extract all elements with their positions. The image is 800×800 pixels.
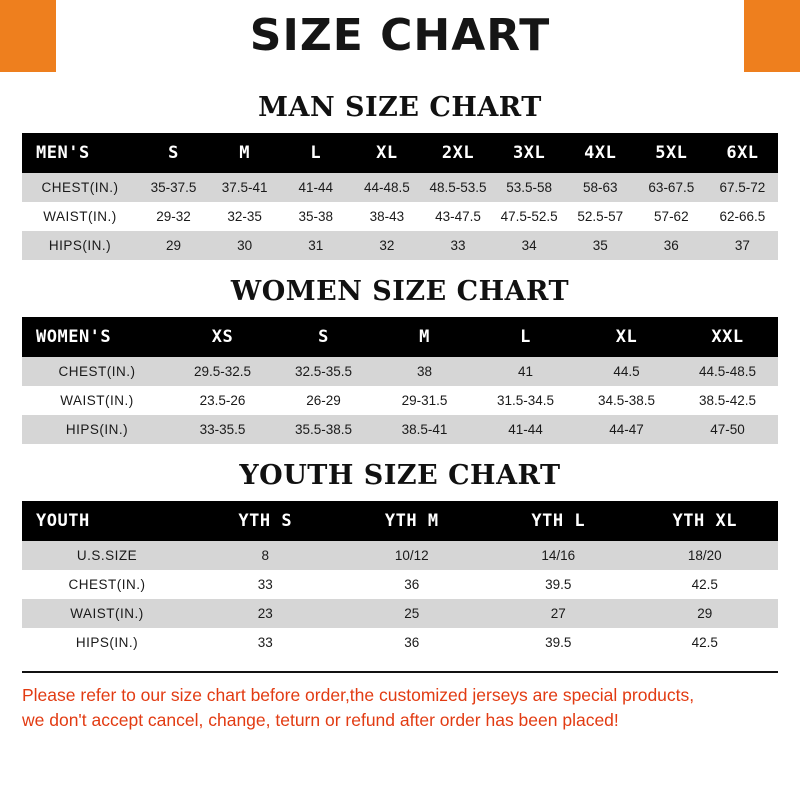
men-section-title: MAN SIZE CHART bbox=[258, 92, 542, 123]
women-table-header-row bbox=[22, 317, 778, 357]
youth-size-table bbox=[22, 501, 778, 657]
youth-section-title: YOUTH SIZE CHART bbox=[239, 460, 561, 491]
men-row-2-label: HIPS(IN.) bbox=[22, 231, 138, 260]
men-row-1-col-4: 43-47.5 bbox=[422, 202, 493, 231]
women-header-cell-5: XL bbox=[615, 327, 638, 347]
women-row-2-col-4: 44-47 bbox=[576, 415, 677, 444]
men-row-2-col-5: 34 bbox=[494, 231, 565, 260]
men-row-1-col-6: 52.5-57 bbox=[565, 202, 636, 231]
youth-row-0-col-0: 8 bbox=[192, 541, 339, 570]
youth-row-0-col-1: 10/12 bbox=[339, 541, 486, 570]
men-row-0-col-8: 67.5-72 bbox=[707, 173, 778, 202]
men-row-1-col-1: 32-35 bbox=[209, 202, 280, 231]
women-row-1-col-3: 31.5-34.5 bbox=[475, 386, 576, 415]
men-row-2-col-4: 33 bbox=[422, 231, 493, 260]
footer-line-2: we don't accept cancel, change, teturn or refund after order has been placed! bbox=[22, 710, 619, 731]
youth-row-2-col-0: 23 bbox=[192, 599, 339, 628]
youth-row-0-col-2: 14/16 bbox=[485, 541, 632, 570]
table-row bbox=[22, 231, 778, 260]
men-header-cell-0: MEN'S bbox=[36, 143, 90, 163]
youth-header-cell-2: YTH M bbox=[384, 511, 439, 531]
women-row-0-col-2: 38 bbox=[374, 357, 475, 386]
men-row-1-col-3: 38-43 bbox=[351, 202, 422, 231]
men-row-1-col-8: 62-66.5 bbox=[707, 202, 778, 231]
women-row-0-col-3: 41 bbox=[475, 357, 576, 386]
women-row-2-col-0: 33-35.5 bbox=[172, 415, 273, 444]
youth-row-3-col-3: 42.5 bbox=[632, 628, 779, 657]
men-header-cell-6: 3XL bbox=[512, 143, 546, 163]
header-left-accent bbox=[0, 0, 56, 72]
men-header-cell-9: 6XL bbox=[726, 143, 759, 163]
men-row-2-col-8: 37 bbox=[707, 231, 778, 260]
women-row-0-col-0: 29.5-32.5 bbox=[172, 357, 273, 386]
men-row-2-col-6: 35 bbox=[565, 231, 636, 260]
youth-row-2-col-3: 29 bbox=[632, 599, 779, 628]
women-header-cell-4: L bbox=[520, 327, 531, 347]
women-header-cell-0: WOMEN'S bbox=[36, 327, 112, 347]
men-row-1-col-0: 29-32 bbox=[138, 202, 209, 231]
youth-row-1-col-3: 42.5 bbox=[632, 570, 779, 599]
men-row-2-col-1: 30 bbox=[209, 231, 280, 260]
women-row-1-col-5: 38.5-42.5 bbox=[677, 386, 778, 415]
table-row bbox=[22, 415, 778, 444]
men-header-cell-1: S bbox=[168, 143, 179, 163]
men-row-1-col-2: 35-38 bbox=[280, 202, 351, 231]
women-row-0-col-4: 44.5 bbox=[576, 357, 677, 386]
youth-row-1-label: CHEST(IN.) bbox=[22, 570, 192, 599]
men-header-cell-8: 5XL bbox=[655, 143, 688, 163]
men-row-2-col-7: 36 bbox=[636, 231, 707, 260]
women-row-1-col-0: 23.5-26 bbox=[172, 386, 273, 415]
header-title-panel bbox=[56, 0, 744, 72]
footer-disclaimer bbox=[22, 671, 778, 734]
youth-row-0-label: U.S.SIZE bbox=[22, 541, 192, 570]
men-header-cell-2: M bbox=[239, 143, 251, 163]
youth-row-2-col-2: 27 bbox=[485, 599, 632, 628]
men-row-0-col-3: 44-48.5 bbox=[351, 173, 422, 202]
youth-row-0-col-3: 18/20 bbox=[632, 541, 779, 570]
table-row bbox=[22, 202, 778, 231]
men-size-table bbox=[22, 133, 778, 260]
youth-row-1-col-1: 36 bbox=[339, 570, 486, 599]
women-header-cell-3: M bbox=[419, 327, 430, 347]
men-row-0-col-5: 53.5-58 bbox=[494, 173, 565, 202]
women-row-2-label: HIPS(IN.) bbox=[22, 415, 172, 444]
men-row-1-col-7: 57-62 bbox=[636, 202, 707, 231]
women-header-cell-1: XS bbox=[211, 327, 234, 347]
youth-row-3-col-2: 39.5 bbox=[485, 628, 632, 657]
youth-table-header-row bbox=[22, 501, 778, 541]
youth-row-3-col-1: 36 bbox=[339, 628, 486, 657]
women-row-1-col-4: 34.5-38.5 bbox=[576, 386, 677, 415]
women-row-0-col-5: 44.5-48.5 bbox=[677, 357, 778, 386]
header-bar bbox=[0, 0, 800, 72]
men-row-0-col-1: 37.5-41 bbox=[209, 173, 280, 202]
youth-row-3-label: HIPS(IN.) bbox=[22, 628, 192, 657]
table-row bbox=[22, 628, 778, 657]
youth-row-2-label: WAIST(IN.) bbox=[22, 599, 192, 628]
men-header-cell-7: 4XL bbox=[584, 143, 617, 163]
women-section-title: WOMEN SIZE CHART bbox=[230, 276, 570, 307]
table-row bbox=[22, 570, 778, 599]
women-row-0-col-1: 32.5-35.5 bbox=[273, 357, 374, 386]
page-title: SIZE CHART bbox=[249, 10, 551, 61]
men-row-1-col-5: 47.5-52.5 bbox=[494, 202, 565, 231]
women-header-cell-2: S bbox=[318, 327, 329, 347]
men-row-0-col-0: 35-37.5 bbox=[138, 173, 209, 202]
women-row-2-col-5: 47-50 bbox=[677, 415, 778, 444]
table-row bbox=[22, 599, 778, 628]
men-row-0-col-7: 63-67.5 bbox=[636, 173, 707, 202]
men-row-0-col-2: 41-44 bbox=[280, 173, 351, 202]
women-size-table bbox=[22, 317, 778, 444]
men-row-2-col-3: 32 bbox=[351, 231, 422, 260]
women-row-0-label: CHEST(IN.) bbox=[22, 357, 172, 386]
table-row bbox=[22, 357, 778, 386]
youth-row-1-col-0: 33 bbox=[192, 570, 339, 599]
men-row-0-col-6: 58-63 bbox=[565, 173, 636, 202]
men-header-cell-3: L bbox=[310, 143, 322, 163]
men-row-2-col-2: 31 bbox=[280, 231, 351, 260]
women-row-1-col-2: 29-31.5 bbox=[374, 386, 475, 415]
men-table-header-row bbox=[22, 133, 778, 173]
women-row-2-col-3: 41-44 bbox=[475, 415, 576, 444]
women-row-2-col-1: 35.5-38.5 bbox=[273, 415, 374, 444]
header-right-accent bbox=[744, 0, 800, 72]
footer-line-1: Please refer to our size chart before order,the customized jerseys are special products, bbox=[22, 685, 695, 705]
men-row-1-label: WAIST(IN.) bbox=[22, 202, 138, 231]
table-row bbox=[22, 541, 778, 570]
youth-row-2-col-1: 25 bbox=[339, 599, 486, 628]
content-area bbox=[0, 92, 800, 657]
men-header-cell-5: 2XL bbox=[441, 143, 475, 163]
men-header-cell-4: XL bbox=[376, 143, 398, 163]
youth-header-cell-4: YTH XL bbox=[672, 511, 737, 531]
men-row-0-col-4: 48.5-53.5 bbox=[422, 173, 493, 202]
table-row bbox=[22, 386, 778, 415]
women-row-1-label: WAIST(IN.) bbox=[22, 386, 172, 415]
youth-row-3-col-0: 33 bbox=[192, 628, 339, 657]
women-row-2-col-2: 38.5-41 bbox=[374, 415, 475, 444]
men-row-2-col-0: 29 bbox=[138, 231, 209, 260]
women-row-1-col-1: 26-29 bbox=[273, 386, 374, 415]
youth-header-cell-3: YTH L bbox=[531, 511, 586, 531]
youth-row-1-col-2: 39.5 bbox=[485, 570, 632, 599]
youth-header-cell-1: YTH S bbox=[238, 511, 293, 531]
women-header-cell-6: XXL bbox=[711, 327, 744, 347]
youth-header-cell-0: YOUTH bbox=[36, 511, 90, 531]
table-row bbox=[22, 173, 778, 202]
men-row-0-label: CHEST(IN.) bbox=[22, 173, 138, 202]
